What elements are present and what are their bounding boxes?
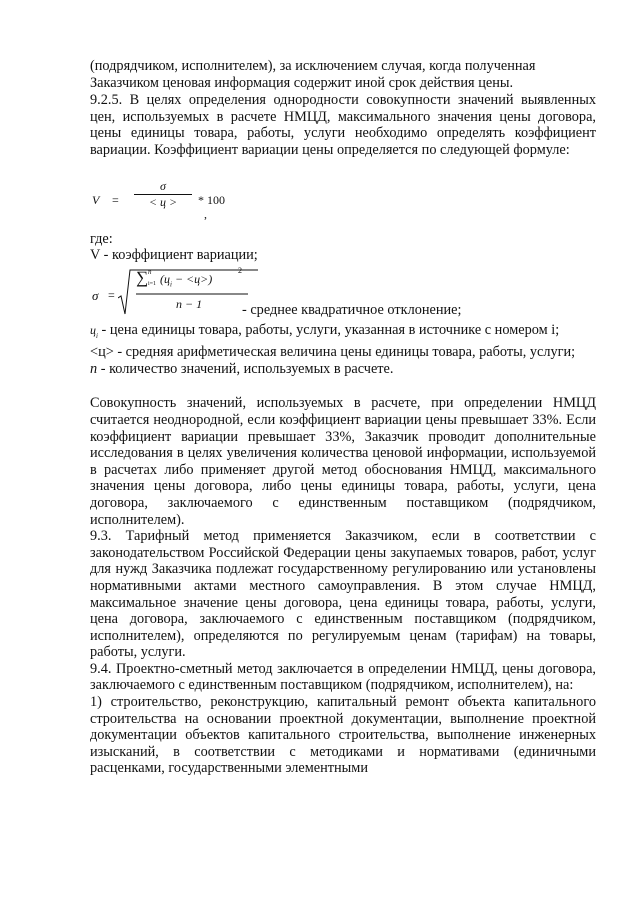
formula-coefficient-of-variation	[90, 179, 596, 231]
paragraph-continuation: (подрядчиком, исполнителем), за исключением случая, когда полученная Заказчиком ценовая информация содержит иной срок действия цены.	[90, 58, 536, 91]
formula2-sum-upper: n	[148, 267, 152, 276]
document-page	[90, 58, 596, 777]
formula2-sum-lower: i=1	[148, 280, 157, 287]
formula1-numerator: σ	[160, 178, 166, 193]
spacer	[90, 377, 596, 394]
formula1-lhs: V	[92, 192, 100, 207]
formula1-eq: =	[112, 192, 119, 207]
ci-definition-text: - цена единицы товара, работы, услуги, указанная в источнике с номером i;	[97, 321, 560, 338]
avg-definition: <ц> - средняя арифметическая величина цены единицы товара, работы, услуги;	[90, 344, 576, 361]
where-label: где:	[90, 230, 113, 247]
formula1-denominator: < ц >	[134, 194, 192, 210]
ci-definition	[90, 322, 596, 344]
formula2-description: - среднее квадратичное отклонение;	[242, 301, 462, 318]
paragraph-9-4: 9.4. Проектно-сметный метод заключается в определении НМЦД, цены договора, заключаемого с единственным поставщиком (подрядчиком, исполнителем), на:	[90, 660, 596, 694]
paragraph-heterogeneity: Совокупность значений, используемых в расчете, при определении НМЦД считается неоднородной, если коэффициент вариации цены превышает 33%. Если коэффициент вариации превышает 33%, Заказчик проводит дополнительные исследования в целях увеличения количества ценовой информации, используемой в расчетах либо применяет другой метод обоснования НМЦД, максимального значения цены договора, либо цены единицы товара, работы, услуги, цена договора, заключаемого с единственным поставщиком (подрядчиком, исполнителем).	[90, 395, 596, 528]
formula2-term-mid: − <ц>)	[171, 271, 213, 286]
ci-sub: i	[96, 331, 98, 340]
formula2-lhs: σ	[92, 287, 99, 303]
formula2-denominator: n − 1	[176, 296, 203, 311]
n-symbol: n	[90, 360, 98, 377]
paragraph-9-2-5: 9.2.5. В целях определения однородности совокупности значений выявленных цен, используемых в расчете НМЦД, максимального значения цены договора, цены единицы товара, работы, услуги необходимо определять коэффициент вариации. Коэффициент вариации цены определяется по следующей формуле:	[90, 92, 596, 158]
formula1-comma: ,	[204, 206, 207, 221]
ci-symbol: ц	[90, 322, 96, 337]
paragraph-9-3: 9.3. Тарифный метод применяется Заказчиком, если в соответствии с законодательством Российской Федерации цены закупаемых товаров, работ, услуг для нужд Заказчика подлежат государственному регулированию или установлены нормативными актами местного самоуправления. В этом случае НМЦД, максимальное значение цены договора, цена единицы товара, работы, услуги, цена договора, заключаемого с единственным поставщиком (подрядчиком, исполнителем), определяются по регулируемым ценам (тарифам) на товары, работы, услуги.	[90, 528, 596, 661]
formula-standard-deviation	[90, 266, 596, 320]
formula1-times: * 100	[198, 192, 225, 207]
n-definition	[90, 361, 596, 378]
formula2-power: 2	[238, 265, 242, 275]
formula2-term-sub: i	[170, 280, 172, 289]
formula2-term-open: (ц	[160, 271, 170, 286]
n-definition-text: - количество значений, используемых в расчете.	[97, 360, 394, 377]
v-definition: V - коэффициент вариации;	[90, 247, 258, 264]
formula2-term	[160, 272, 212, 288]
paragraph-9-4-item-1: 1) строительство, реконструкцию, капитальный ремонт объекта капитального строительства на основании проектной документации, выполнение проектной документации объектов капитального строительства, выполнение инженерных изысканий, в соответствии с методиками и нормативами (единичными расценками, государственными элементными	[90, 694, 596, 777]
formula2-sum: ∑	[136, 267, 149, 287]
formula1-fraction	[134, 179, 192, 210]
formula2-eq: =	[108, 287, 115, 302]
